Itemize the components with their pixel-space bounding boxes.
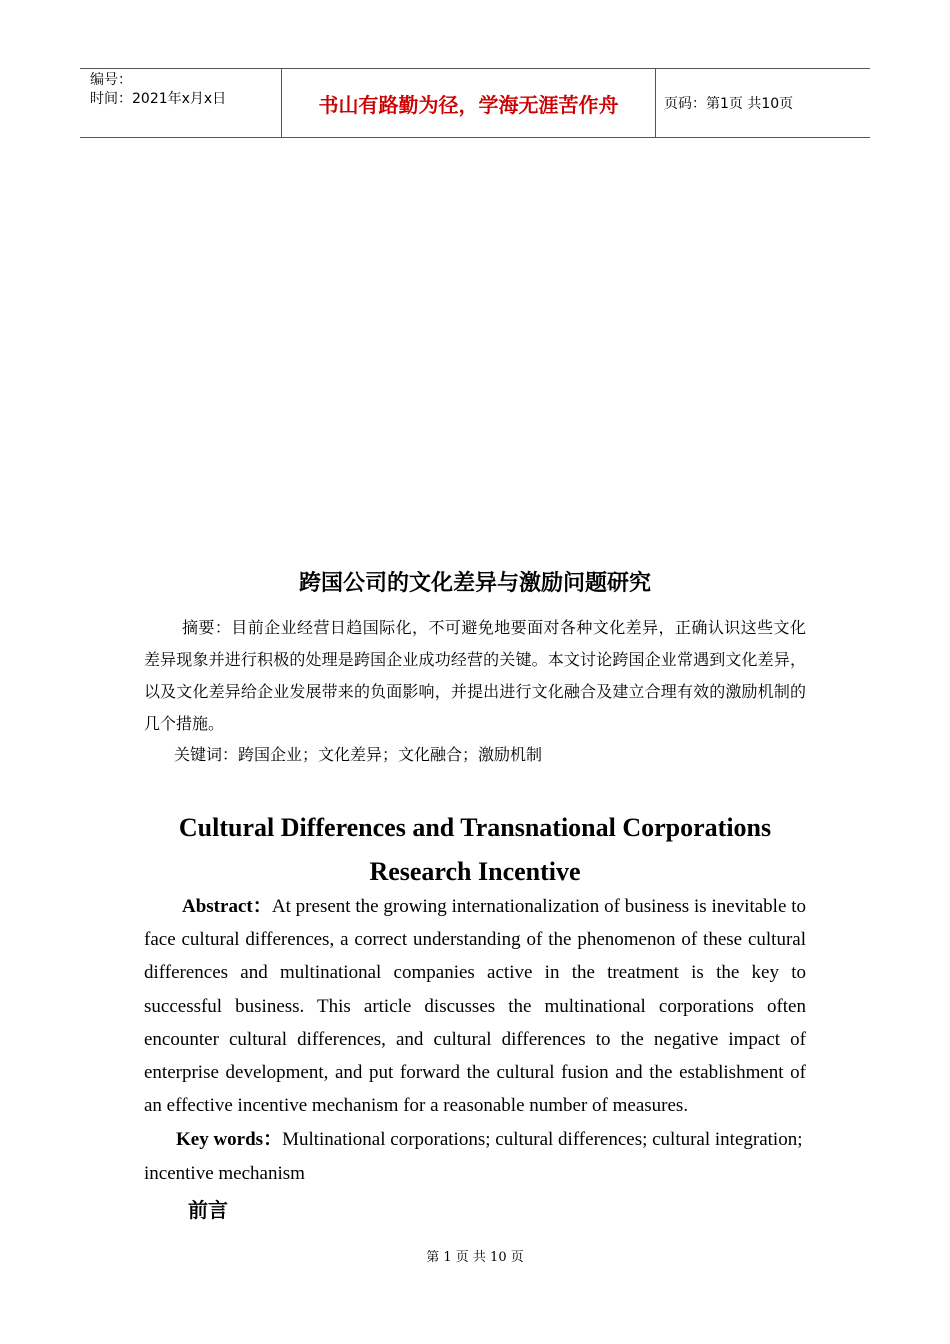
english-keywords: [144, 1123, 806, 1191]
english-abstract-label: Abstract：: [182, 896, 272, 917]
english-abstract: [144, 890, 806, 1122]
document-header: [80, 68, 870, 138]
chinese-abstract: [144, 612, 806, 740]
english-abstract-text: At present the growing internationalization of business is inevitable to face cultural differences, a correct understanding of the phenomenon of these cultural differences and multinational companies active in the treatment is the key to successful business. This article discusses the multinational corporations often encounter cultural differences, and cultural differences to the negative impact of enterprise development, and put forward the cultural fusion and the establishment of an effective incentive mechanism for a reasonable number of measures.: [144, 896, 807, 1117]
header-meta: [80, 69, 282, 137]
header-motto: 书山有路勤为径，学海无涯苦作舟: [282, 69, 656, 137]
chinese-keywords-text: 跨国企业；文化差异；文化融合；激励机制: [238, 745, 543, 764]
english-keywords-label: Key words：: [176, 1129, 283, 1150]
english-title: [0, 806, 950, 894]
header-number: 编号：: [90, 72, 132, 88]
chinese-title: 跨国公司的文化差异与激励问题研究: [298, 571, 651, 596]
page-footer: 第 1 页 共 10 页: [426, 1250, 524, 1265]
english-title-line2: Research Incentive: [369, 857, 581, 886]
chinese-abstract-text: 目前企业经营日趋国际化，不可避免地要面对各种文化差异，正确认识这些文化差异现象并进行积极的处理是跨国企业成功经营的关键。本文讨论跨国企业常遇到文化差异，以及文化差异给企业发展带来的负面影响，并提出进行文化融合及建立合理有效的激励机制的几个措施。: [144, 618, 806, 733]
chinese-abstract-label: 摘要：: [182, 618, 232, 637]
chinese-keywords: [174, 742, 542, 765]
chinese-keywords-label: 关键词：: [174, 745, 239, 764]
header-time: 时间：2021年x月x日: [90, 91, 227, 107]
preface-heading: 前言: [188, 1198, 228, 1222]
english-title-line1: Cultural Differences and Transnational Corporations: [178, 813, 772, 842]
english-keywords-text: Multinational corporations; cultural differences; cultural integration; incentive mechanism: [144, 1129, 803, 1184]
header-page-info: 页码：第1页 共10页: [664, 96, 794, 112]
